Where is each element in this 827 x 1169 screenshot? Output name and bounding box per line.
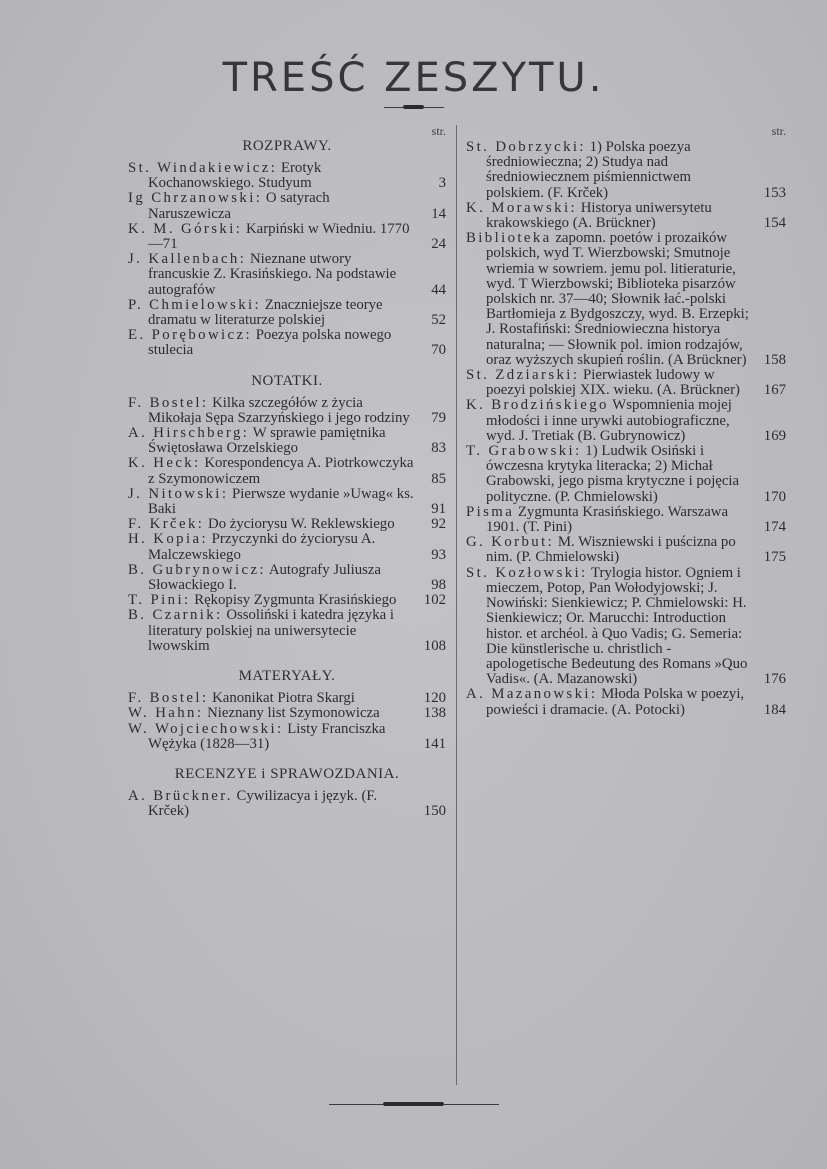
entry-author: F. Bostel: xyxy=(128,394,209,411)
entry-title: Pierwiastek ludowy w poezyi polskiej XIX. wieku. (A. Brückner) xyxy=(486,367,740,399)
entry-author: J. Kallenbach: xyxy=(128,251,247,268)
entry-title: Ossoliński i katedra języka i literatury polskiej na uniwersytecie lwowskim xyxy=(148,607,394,654)
page-title: TREŚĆ ZESZYTU. xyxy=(222,55,605,101)
entry-author: Biblioteka xyxy=(466,230,552,247)
entry-author: K. M. Górski: xyxy=(128,220,243,237)
entry-title: Listy Franciszka Wężyka (1828—31) xyxy=(148,720,386,752)
toc-entry xyxy=(128,328,446,358)
entry-title: 1) Polska poezya średniowieczna; 2) Studya nad średniowiecznem piśmiennictwem polskiem. (F. Krček) xyxy=(486,139,692,201)
entry-page-number: 154 xyxy=(763,215,786,232)
toc-entry xyxy=(466,140,786,201)
entry-page-number: 98 xyxy=(431,577,446,594)
entry-author: G. Korbut: xyxy=(466,534,555,551)
entry-author: T. Pini: xyxy=(128,592,191,609)
entry-author: W. Hahn: xyxy=(128,705,204,722)
entry-author: St. Dobrzycki: xyxy=(466,139,586,155)
entry-author: K. Heck: xyxy=(128,455,201,472)
entry-title: Znaczniejsze teorye dramatu w literaturze polskiej xyxy=(148,296,383,329)
entry-title: Nieznany list Szymonowicza xyxy=(207,705,380,722)
toc-entry xyxy=(466,368,786,398)
entry-page-number: 83 xyxy=(431,440,446,457)
entry-page-number: 153 xyxy=(763,184,786,201)
entry-author: P. Chmielowski: xyxy=(128,296,262,313)
toc-entry xyxy=(128,691,446,706)
entry-page-number: 170 xyxy=(763,488,786,505)
entry-author: F. Krček: xyxy=(128,516,205,533)
entry-author: T. Grabowski: xyxy=(466,443,582,460)
entry-page-number: 120 xyxy=(423,690,446,707)
entry-page-number: 92 xyxy=(431,516,446,533)
toc-entry xyxy=(128,722,446,752)
entry-page-number: 174 xyxy=(763,519,786,536)
toc-entry xyxy=(128,456,446,486)
entry-page-number: 91 xyxy=(431,501,446,518)
section-heading: MATERYAŁY. xyxy=(238,668,336,685)
toc-entry xyxy=(128,706,446,721)
entry-author: F. Bostel: xyxy=(128,690,209,707)
page-column-label: str. xyxy=(771,124,786,138)
entry-page-number: 141 xyxy=(423,735,446,752)
entry-author: H. Kopia: xyxy=(128,531,208,548)
entry-author: St. Windakiewicz: xyxy=(128,160,278,176)
entry-title: Autografy Juliusza Słowackiego I. xyxy=(148,561,381,594)
toc-entry xyxy=(128,252,446,298)
section-heading: RECENZYE i SPRAWOZDANIA. xyxy=(174,765,400,782)
entry-title: Kilka szczegółów z życia Mikołaja Sępa Szarzyńskiego i jego rodziny xyxy=(148,394,410,426)
toc-entry xyxy=(128,191,446,221)
entry-title: zapomn. poetów i prozaików polskich, wyd T. Wierzbowski; Smutnoje wriemia w sowriem. jemu pol. litieraturie, wyd. T Wierzbowski; Biblioteka pisarzów polskich nr. 37—40; Słownik łać.-polski Bartłomieja z Bydgoszczy, wyd. B. Erzepki; J. Rostafiński: Średniowieczna historya naturalna; — Słownik pol. imion rodzajów, oraz wyższych skupień roślin. (A Brückner) xyxy=(486,230,749,368)
entry-page-number: 70 xyxy=(431,342,446,359)
toc-entry xyxy=(128,608,446,654)
toc-entry xyxy=(128,563,446,593)
entry-page-number: 44 xyxy=(431,281,446,298)
entry-author: K. Brodzińskiego xyxy=(466,397,609,414)
section-heading: ROZPRAWY. xyxy=(242,138,332,154)
toc-entry xyxy=(128,789,446,819)
entry-page-number: 108 xyxy=(423,637,446,654)
entry-page-number: 14 xyxy=(431,205,446,222)
entry-author: St. Zdziarski: xyxy=(466,367,580,384)
toc-entry xyxy=(128,487,446,517)
entry-title: Historya uniwersytetu krakowskiego (A. Brückner) xyxy=(486,199,712,232)
entry-title: Korespondencya A. Piotrkowczyka z Szymonowiczem xyxy=(148,455,414,487)
entry-title: Nieznane utwory francuskie Z. Krasińskiego. Na podstawie autografów xyxy=(148,251,397,298)
entry-page-number: 184 xyxy=(763,701,786,718)
entry-page-number: 176 xyxy=(763,671,786,688)
entry-page-number: 175 xyxy=(763,549,786,566)
entry-title: Rękopisy Zygmunta Krasińskiego xyxy=(194,592,397,609)
toc-entry xyxy=(466,398,786,444)
entry-title: W sprawie pamiętnika Świętosława Orzelskiego xyxy=(148,425,386,457)
entry-page-number: 93 xyxy=(431,546,446,563)
entry-author: Pisma xyxy=(466,503,515,520)
entry-title: Kanonikat Piotra Skargi xyxy=(212,690,355,707)
toc-entry xyxy=(128,426,446,456)
entry-title: Wspomnienia mojej młodości i inne urywki autobiograficzne, wyd. J. Tretiak (B. Gubrynowicz) xyxy=(486,397,732,444)
toc-entry xyxy=(128,532,446,562)
entry-page-number: 79 xyxy=(431,409,446,426)
footer-ornament xyxy=(329,1100,499,1108)
entry-title: Zygmunta Krasińskiego. Warszawa 1901. (T. Pini) xyxy=(486,503,729,536)
entry-page-number: 167 xyxy=(763,382,786,399)
toc-entry xyxy=(128,517,446,532)
toc-entry xyxy=(128,396,446,426)
entry-author: J. Nitowski: xyxy=(128,485,229,502)
entry-title: Poezya polska nowego stulecia xyxy=(148,327,392,359)
toc-entry xyxy=(128,298,446,328)
entry-author: A. Hirschberg: xyxy=(128,425,250,442)
title-ornament xyxy=(384,103,444,111)
page-column-label: str. xyxy=(431,124,446,138)
entry-title: Przyczynki do życiorysu A. Malczewskiego xyxy=(148,531,376,563)
entry-page-number: 3 xyxy=(438,175,446,192)
entry-page-number: 150 xyxy=(423,803,446,820)
column-divider xyxy=(456,125,457,1085)
entry-title: M. Wiszniewski i puścizna po nim. (P. Chmielowski) xyxy=(486,534,736,566)
entry-title: Do życiorysu W. Reklewskiego xyxy=(208,516,395,533)
toc-entry xyxy=(466,444,786,505)
entry-page-number: 52 xyxy=(431,312,446,329)
entry-author: A. Mazanowski: xyxy=(466,686,598,703)
entry-title: Cywilizacya i język. (F. Krček) xyxy=(148,787,378,820)
entry-author: B. Gubrynowicz: xyxy=(128,561,266,578)
entry-title: Trylogia histor. Ogniem i mieczem, Potop, Pan Wołodyjowski; J. Nowiński: Sienkiewicz; P. Chmielowski: H. Sienkiewicz; Or. Marucchi: Introduction histor. et archéol. à Quo Vadis; G. Semeria: Die künstlerische u. christlich - apologetische Bedeutung des Romans »Quo Vadis«. (A. Mazanowski) xyxy=(486,564,748,688)
section-heading: NOTATKI. xyxy=(251,372,323,389)
toc-entry xyxy=(466,687,786,717)
entry-author: B. Czarnik: xyxy=(128,607,223,624)
entry-title: Młoda Polska w poezyi, powieści i dramacie. (A. Potocki) xyxy=(486,686,745,718)
entry-author: E. Porębowicz: xyxy=(128,327,252,344)
left-column xyxy=(128,124,446,820)
right-column xyxy=(466,124,786,718)
entry-page-number: 138 xyxy=(423,705,446,722)
entry-page-number: 102 xyxy=(423,592,446,609)
toc-entry xyxy=(466,566,786,688)
entry-title: Karpiński w Wiedniu. 1770—71 xyxy=(148,220,410,253)
toc-entry xyxy=(128,593,446,608)
toc-entry xyxy=(466,505,786,535)
toc-entry xyxy=(128,161,446,191)
toc-entry xyxy=(466,201,786,231)
entry-page-number: 169 xyxy=(763,427,786,444)
toc-entry xyxy=(128,222,446,252)
entry-title: O satyrach Naruszewicza xyxy=(148,190,330,222)
entry-page-number: 158 xyxy=(763,351,786,368)
entry-author: A. Brückner. xyxy=(128,787,233,804)
entry-author: K. Morawski: xyxy=(466,199,577,216)
entry-page-number: 85 xyxy=(431,470,446,487)
toc-entry xyxy=(466,535,786,565)
toc-entry xyxy=(466,231,786,368)
entry-author: Ig Chrzanowski: xyxy=(128,190,263,207)
entry-title: Erotyk Kochanowskiego. Studyum xyxy=(148,160,322,192)
entry-title: 1) Ludwik Osiński i ówczesna krytyka literacka; 2) Michał Grabowski, jego pisma krytyczne i pojęcia polityczne. (P. Chmielowski) xyxy=(486,443,740,505)
entry-author: St. Kozłowski: xyxy=(466,564,588,581)
entry-author: W. Wojciechowski: xyxy=(128,720,284,737)
entry-title: Pierwsze wydanie »Uwag« ks. Baki xyxy=(148,485,414,518)
entry-page-number: 24 xyxy=(431,236,446,253)
